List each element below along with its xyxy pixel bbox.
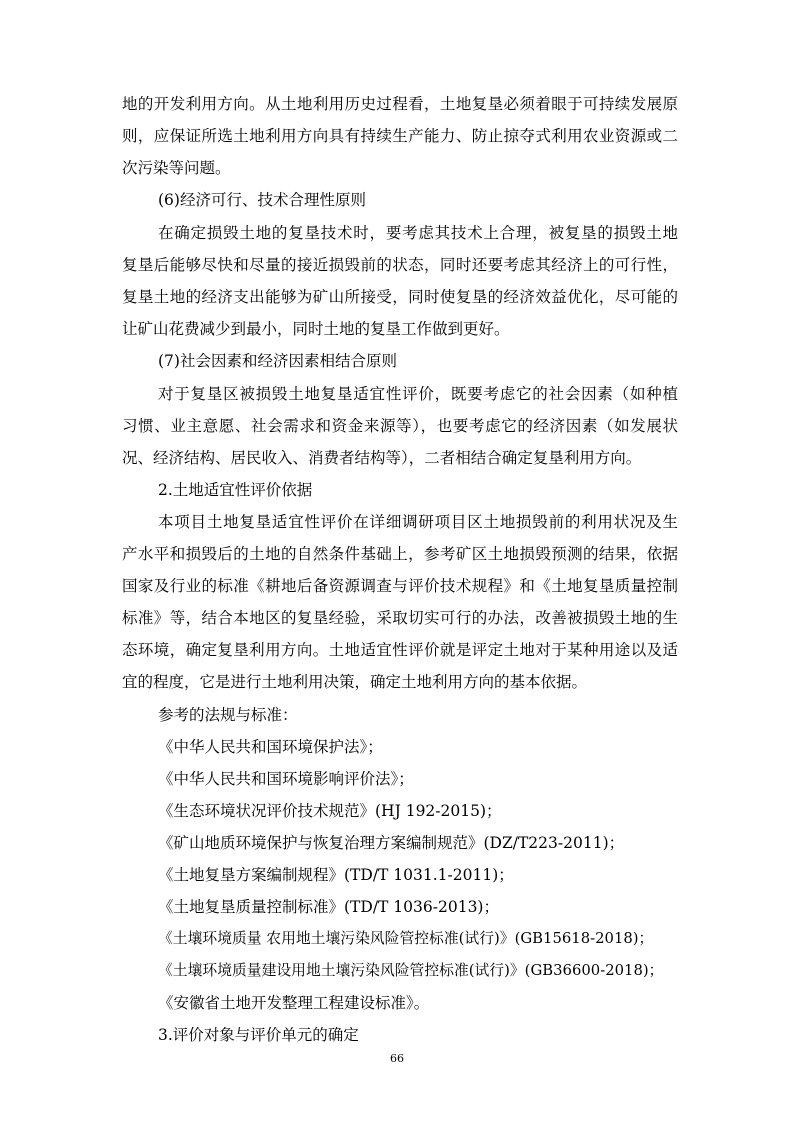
reference-item: 《矿山地质环境保护与恢复治理方案编制规范》(DZ/T223-2011)； [158,834,625,852]
paragraph-line: 国家及行业的标准《耕地后备资源调查与评价技术规程》和《土地复垦质量控制 [122,577,678,595]
references-heading: 参考的法规与标准： [158,706,298,724]
paragraph-line: 态环境，确定复垦利用方向。土地适宜性评价就是评定土地对于某种用途以及适 [122,641,678,659]
reference-item: 《土地复垦方案编制规程》(TD/T 1031.1-2011)； [158,866,514,884]
reference-item: 《土壤环境质量 农用地土壤污染风险管控标准(试行)》(GB15618-2018)； [158,930,654,947]
reference-item: 《安徽省土地开发整理工程建设标准》。 [158,994,430,1012]
page-number: 66 [390,1052,404,1065]
reference-item: 《土壤环境质量建设用地土壤污染风险管控标准(试行)》(GB36600-2018)； [158,962,664,979]
paragraph-line: 次污染等问题。 [122,159,231,177]
section-heading-2: 2.土地适宜性评价依据 [158,481,313,499]
paragraph-line: 复垦后能够尽快和尽量的接近损毁前的状态，同时还要考虑其经济上的可行性， [122,256,678,274]
paragraph-line: 则，应保证所选土地利用方向具有持续生产能力、防止掠夺式利用农业资源或二 [122,127,678,145]
reference-item: 《中华人民共和国环境影响评价法》； [158,770,414,788]
paragraph-line: 标准》等，结合本地区的复垦经验，采取切实可行的办法，改善被损毁土地的生 [122,609,678,627]
reference-item: 《中华人民共和国环境保护法》； [158,738,383,756]
paragraph-line: 产水平和损毁后的土地的自然条件基础上，参考矿区土地损毁预测的结果，依据 [122,545,678,563]
section-heading-6: (6)经济可行、技术合理性原则 [158,191,366,209]
paragraph-line: 对于复垦区被损毁土地复垦适宜性评价，既要考虑它的社会因素（如种植 [158,385,678,403]
reference-item: 《生态环境状况评价技术规范》(HJ 192-2015)； [158,802,502,820]
reference-item: 《土地复垦质量控制标准》(TD/T 1036-2013)； [158,898,499,916]
paragraph-line: 本项目土地复垦适宜性评价在详细调研项目区土地损毁前的利用状况及生 [158,513,678,531]
paragraph-line: 地的开发利用方向。从土地利用历史过程看，土地复垦必须着眼于可持续发展原 [122,95,678,113]
paragraph-line: 宜的程度，它是进行土地利用决策，确定土地利用方向的基本依据。 [122,673,588,691]
section-heading-7: (7)社会因素和经济因素相结合原则 [158,352,397,370]
section-heading-3: 3.评价对象与评价单元的确定 [158,1026,359,1044]
paragraph-line: 在确定损毁土地的复垦技术时，要考虑其技术上合理，被复垦的损毁土地 [158,224,678,242]
paragraph-line: 习惯、业主意愿、社会需求和资金来源等），也要考虑它的经济因素（如发展状 [122,417,678,435]
paragraph-line: 况、经济结构、居民收入、消费者结构等），二者相结合确定复垦利用方向。 [122,449,642,467]
paragraph-line: 复垦土地的经济支出能够为矿山所接受，同时使复垦的经济效益优化，尽可能的 [122,288,678,306]
paragraph-line: 让矿山花费减少到最小，同时土地的复垦工作做到更好。 [122,320,510,338]
